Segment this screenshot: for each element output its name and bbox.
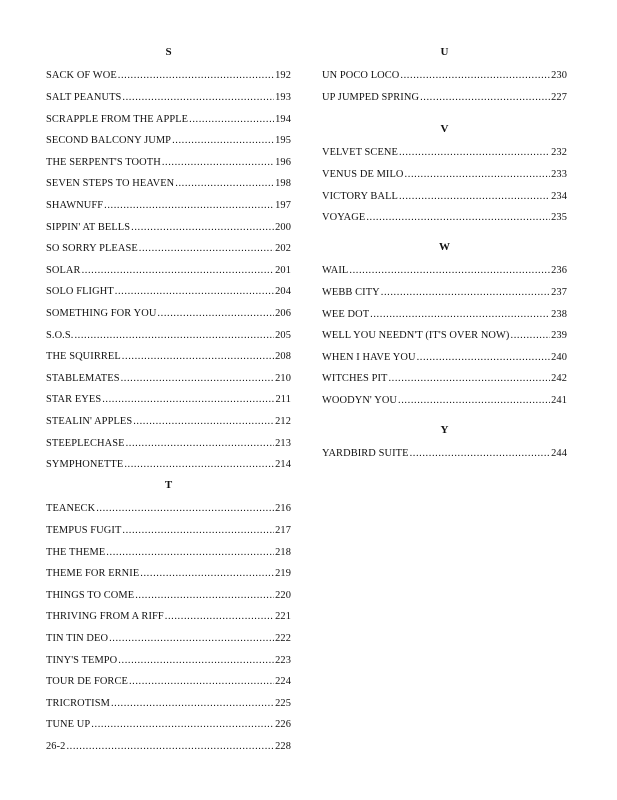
entry-page-number: 198 xyxy=(275,178,291,190)
entry-title: VICTORY BALL xyxy=(322,190,398,202)
section-letter-y: Y xyxy=(440,424,449,436)
index-entry xyxy=(46,325,291,347)
dot-leader xyxy=(111,693,274,715)
index-entry xyxy=(322,142,567,164)
dot-leader xyxy=(129,671,274,693)
entry-page-number: 234 xyxy=(551,190,567,202)
index-entry xyxy=(46,87,291,109)
dot-leader xyxy=(399,142,550,164)
index-entry xyxy=(46,693,291,715)
entry-title: THEME FOR ERNIE xyxy=(46,568,140,580)
section-letter-s: S xyxy=(165,46,172,58)
index-entry xyxy=(46,260,291,282)
entry-page-number: 240 xyxy=(551,351,567,363)
dot-leader xyxy=(74,325,274,347)
entry-page-number: 237 xyxy=(551,287,567,298)
entry-page-number: 236 xyxy=(551,265,567,277)
dot-leader xyxy=(122,346,274,368)
entry-page-number: 221 xyxy=(275,611,291,623)
entry-page-number: 195 xyxy=(275,135,291,147)
index-entry xyxy=(322,282,567,304)
index-entry xyxy=(46,606,291,628)
entry-page-number: 205 xyxy=(275,329,291,341)
dot-leader xyxy=(133,411,274,433)
entry-title: SOLO FLIGHT xyxy=(46,286,114,298)
entry-title: SACK OF WOE xyxy=(46,70,117,82)
entry-page-number: 241 xyxy=(551,395,567,406)
dot-leader xyxy=(121,368,275,390)
entry-page-number: 200 xyxy=(275,221,291,233)
entry-title: SECOND BALCONY JUMP xyxy=(46,135,172,147)
entry-page-number: 192 xyxy=(275,70,291,82)
index-entry xyxy=(46,628,291,650)
index-entry xyxy=(46,671,291,693)
index-entry xyxy=(46,433,291,455)
dot-leader xyxy=(118,650,274,672)
entry-page-number: 193 xyxy=(275,92,291,103)
entry-title: STEALIN' APPLES xyxy=(46,416,133,427)
entry-page-number: 211 xyxy=(275,394,291,406)
index-entry xyxy=(322,368,567,390)
section-letter-t: T xyxy=(164,479,173,491)
entry-page-number: 220 xyxy=(275,589,291,601)
dot-leader xyxy=(91,714,274,736)
entry-page-number: 225 xyxy=(275,697,291,709)
entry-title: TEANECK xyxy=(46,503,96,515)
entry-page-number: 242 xyxy=(551,373,567,385)
dot-leader xyxy=(417,347,551,369)
entry-title: SYMPHONETTE xyxy=(46,459,124,471)
index-entry xyxy=(46,281,291,303)
index-entry xyxy=(46,585,291,607)
entry-page-number: 214 xyxy=(275,459,291,471)
dot-leader xyxy=(370,304,550,326)
entry-page-number: 219 xyxy=(275,568,291,580)
index-entry xyxy=(46,303,291,325)
index-entry xyxy=(322,325,567,347)
entry-page-number: 222 xyxy=(275,633,291,644)
section-letter-u: U xyxy=(440,46,449,58)
entry-title: THE THEME xyxy=(46,546,106,558)
entry-page-number: 204 xyxy=(275,286,291,298)
entry-title: SOLAR xyxy=(46,264,81,276)
index-entry xyxy=(46,238,291,260)
entry-page-number: 206 xyxy=(275,308,291,319)
entry-page-number: 228 xyxy=(275,741,291,752)
entry-title: UP JUMPED SPRING xyxy=(322,92,420,103)
index-entry xyxy=(46,542,291,564)
dot-leader xyxy=(126,433,275,455)
entry-title: THRIVING FROM A RIFF xyxy=(46,611,164,623)
dot-leader xyxy=(139,238,274,260)
dot-leader xyxy=(388,368,550,390)
section-letter-v: V xyxy=(440,123,449,135)
entry-title: WAIL xyxy=(322,265,349,277)
dot-leader xyxy=(381,282,550,304)
entry-page-number: 244 xyxy=(551,448,567,460)
entry-title: TOUR DE FORCE xyxy=(46,676,128,688)
entry-page-number: 223 xyxy=(275,654,291,666)
dot-leader xyxy=(162,152,274,174)
entry-title: TUNE UP xyxy=(46,719,91,731)
entry-title: TRICROTISM xyxy=(46,697,110,709)
dot-leader xyxy=(96,498,274,520)
entry-page-number: 210 xyxy=(275,372,291,384)
entry-page-number: 196 xyxy=(275,156,291,168)
dot-leader xyxy=(349,260,550,282)
entry-title: SCRAPPLE FROM THE APPLE xyxy=(46,113,189,125)
entry-title: STAR EYES xyxy=(46,394,102,406)
entry-page-number: 216 xyxy=(275,503,291,515)
dot-leader xyxy=(82,260,275,282)
dot-leader xyxy=(122,87,274,109)
entry-page-number: 233 xyxy=(551,169,567,180)
dot-leader xyxy=(102,389,274,411)
entry-title: THE SERPENT'S TOOTH xyxy=(46,156,161,168)
entry-title: VELVET SCENE xyxy=(322,147,398,159)
dot-leader xyxy=(511,325,551,347)
dot-leader xyxy=(172,130,274,152)
index-entry xyxy=(322,347,567,369)
entry-title: WITCHES PIT xyxy=(322,373,388,385)
dot-leader xyxy=(106,542,274,564)
entry-page-number: 226 xyxy=(275,719,291,731)
index-entry xyxy=(46,498,291,520)
dot-leader xyxy=(410,443,551,465)
index-entry xyxy=(46,563,291,585)
entry-title: S.O.S. xyxy=(46,329,74,341)
dot-leader xyxy=(131,217,274,239)
index-entry xyxy=(46,650,291,672)
entry-page-number: 202 xyxy=(275,243,291,255)
dot-leader xyxy=(66,736,274,758)
index-entry xyxy=(322,164,567,186)
index-entry xyxy=(46,152,291,174)
index-entry xyxy=(322,65,567,87)
index-entry xyxy=(46,130,291,152)
entry-page-number: 224 xyxy=(275,676,291,688)
entry-title: SEVEN STEPS TO HEAVEN xyxy=(46,178,175,190)
entry-title: STEEPLECHASE xyxy=(46,437,125,449)
entry-page-number: 232 xyxy=(551,147,567,159)
entry-title: WHEN I HAVE YOU xyxy=(322,351,416,363)
entry-page-number: 208 xyxy=(275,351,291,363)
index-entry xyxy=(322,260,567,282)
dot-leader xyxy=(122,520,274,542)
entry-page-number: 217 xyxy=(275,525,291,536)
entry-title: YARDBIRD SUITE xyxy=(322,448,409,460)
entry-page-number: 235 xyxy=(551,212,567,224)
index-entry xyxy=(46,736,291,758)
dot-leader xyxy=(189,109,274,131)
index-entry xyxy=(46,454,291,476)
entry-page-number: 230 xyxy=(551,70,567,82)
entry-title: SALT PEANUTS xyxy=(46,92,122,103)
entry-title: SIPPIN' AT BELLS xyxy=(46,221,131,233)
entry-title: 26-2 xyxy=(46,741,66,752)
dot-leader xyxy=(399,186,550,208)
entry-title: WOODYN' YOU xyxy=(322,395,398,406)
entry-page-number: 212 xyxy=(275,416,291,427)
entry-title: TINY'S TEMPO xyxy=(46,654,118,666)
dot-leader xyxy=(157,303,274,325)
index-entry xyxy=(46,195,291,217)
index-entry xyxy=(46,173,291,195)
entry-title: SO SORRY PLEASE xyxy=(46,243,138,255)
dot-leader xyxy=(405,164,551,186)
entry-page-number: 239 xyxy=(551,330,567,342)
dot-leader xyxy=(400,65,550,87)
entry-page-number: 213 xyxy=(275,437,291,449)
index-entry xyxy=(46,520,291,542)
entry-title: THINGS TO COME xyxy=(46,589,135,601)
entry-title: WELL YOU NEEDN'T (IT'S OVER NOW) xyxy=(322,330,510,342)
entry-page-number: 194 xyxy=(275,113,291,125)
dot-leader xyxy=(140,563,274,585)
dot-leader xyxy=(124,454,274,476)
section-letter-w: W xyxy=(439,241,450,253)
dot-leader xyxy=(398,390,550,412)
entry-page-number: 201 xyxy=(275,264,291,276)
entry-title: VOYAGE xyxy=(322,212,366,224)
entry-title: SOMETHING FOR YOU xyxy=(46,308,157,319)
dot-leader xyxy=(104,195,274,217)
dot-leader xyxy=(366,207,550,229)
index-entry xyxy=(46,714,291,736)
entry-title: VENUS DE MILO xyxy=(322,169,404,180)
entry-page-number: 227 xyxy=(551,92,567,103)
dot-leader xyxy=(109,628,274,650)
index-entry xyxy=(46,411,291,433)
dot-leader xyxy=(118,65,274,87)
dot-leader xyxy=(165,606,274,628)
index-entry xyxy=(322,87,567,109)
entry-title: STABLEMATES xyxy=(46,372,120,384)
index-entry xyxy=(46,389,291,411)
index-entry xyxy=(46,346,291,368)
entry-title: WEBB CITY xyxy=(322,287,380,298)
entry-page-number: 218 xyxy=(275,546,291,558)
entry-page-number: 197 xyxy=(275,200,291,211)
index-entry xyxy=(322,186,567,208)
entry-title: THE SQUIRREL xyxy=(46,351,121,363)
index-entry xyxy=(322,207,567,229)
index-entry xyxy=(322,443,567,465)
index-entry xyxy=(46,217,291,239)
dot-leader xyxy=(420,87,550,109)
dot-leader xyxy=(135,585,274,607)
index-entry xyxy=(322,390,567,412)
dot-leader xyxy=(175,173,274,195)
dot-leader xyxy=(115,281,274,303)
index-entry xyxy=(46,109,291,131)
entry-title: WEE DOT xyxy=(322,308,370,320)
entry-title: UN POCO LOCO xyxy=(322,70,400,82)
entry-title: SHAWNUFF xyxy=(46,200,104,211)
index-entry xyxy=(322,304,567,326)
index-entry xyxy=(46,368,291,390)
entry-title: TIN TIN DEO xyxy=(46,633,109,644)
entry-title: TEMPUS FUGIT xyxy=(46,525,122,536)
entry-page-number: 238 xyxy=(551,308,567,320)
index-entry xyxy=(46,65,291,87)
